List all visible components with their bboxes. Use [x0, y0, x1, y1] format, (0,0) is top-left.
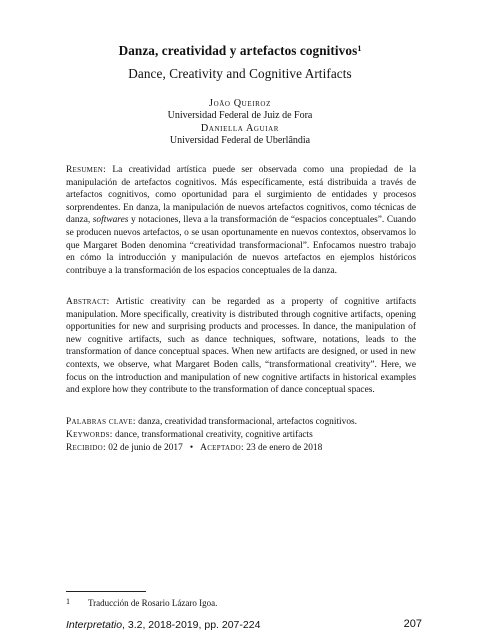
footnote — [66, 597, 217, 608]
keywords-en-text: dance, transformational creativity, cognitive artifacts — [112, 430, 313, 440]
author-1-affiliation: Universidad Federal de Juiz de Fora — [167, 110, 313, 121]
footnote-marker[interactable]: 1 — [357, 44, 362, 53]
keywords-en-label: Keywords: — [66, 430, 113, 440]
article-subtitle: Dance, Creativity and Cognitive Artifacts — [128, 66, 352, 81]
footnote-divider — [66, 591, 146, 592]
keywords-es-label: Palabras clave: — [66, 417, 136, 427]
author-2 — [0, 123, 480, 134]
author-1 — [0, 98, 480, 109]
resumen-italic: softwares — [92, 215, 129, 226]
author-name: João Queiroz — [209, 98, 271, 109]
resumen-text: La creatividad artística puede ser observada como una propiedad de la manipulación de artefactos cognitivos. Más específicamente, está distribuida a través de artefactos cognitivos, como oportunidad para el surgimiento de entidades y procesos sorprendentes. En danza, la manipulación de nuevos artefactos cognitivos, como técnicas de danza, — [66, 165, 416, 226]
journal-name: Interpretatio — [66, 619, 123, 631]
article-title — [0, 43, 480, 59]
received-label: Recibido: — [66, 443, 106, 453]
date-separator: • — [189, 443, 194, 453]
resumen-text-2: y notaciones, lleva a la transformación de “espacios conceptuales”. Cuando se producen nuevos artefactos, o se usan oportunamente en nuevos contextos, observamos lo que Margaret Boden denomina “creatividad transformacional”. Enfocamos nuestro trabajo en cómo la introducción y manipulación de nuevos artefactos en ejemplos históricos contribuye a la transformación de los espacios conceptuales de la danza. — [66, 215, 416, 276]
accepted-label: Aceptado: — [200, 443, 244, 453]
keywords-es-text: danza, creatividad transformacional, artefactos cognitivos. — [135, 417, 358, 427]
author-2-affiliation: Universidad Federal de Uberlândia — [169, 135, 311, 146]
abstract-paragraph — [66, 296, 416, 397]
resumen-paragraph — [66, 164, 416, 277]
footnote-number: 1 — [66, 597, 70, 606]
received-date: 02 de junio de 2017 — [105, 443, 183, 453]
abstract-text: Artistic creativity can be regarded as a property of cognitive artifacts manipulation. More specifically, creativity is distributed through cognitive artifacts, opening opportunities for new and surprising products and processes. In dance, the manipulation of new cognitive artifacts, such as dance techniques, software, notations, leads to the transformation of dance conceptual spaces. When new artifacts are designed, or used in new contexts, we observe, what Margaret Boden calls, “transformational creativity”. Here, we focus on the introduction and manipulation of new cognitive artifacts in historical examples and explore how they contribute to the transformation of dance conceptual spaces. — [66, 297, 416, 396]
resumen-label: Resumen: — [66, 165, 107, 175]
title-text: Danza, creatividad y artefactos cognitivos — [118, 43, 358, 58]
page-number: 207 — [403, 618, 422, 630]
accepted-date: 23 de enero de 2018 — [243, 443, 323, 453]
footnote-text: Traducción de Rosario Lázaro Igoa. — [88, 598, 218, 608]
journal-citation — [66, 619, 260, 631]
abstract-label: Abstract: — [66, 297, 110, 307]
keywords-en — [66, 429, 426, 442]
citation-details: , 3.2, 2018-2019, pp. 207-224 — [122, 619, 261, 631]
keywords-es — [66, 416, 426, 429]
dates-line — [66, 442, 426, 455]
author-name: Daniella Aguiar — [200, 123, 280, 134]
